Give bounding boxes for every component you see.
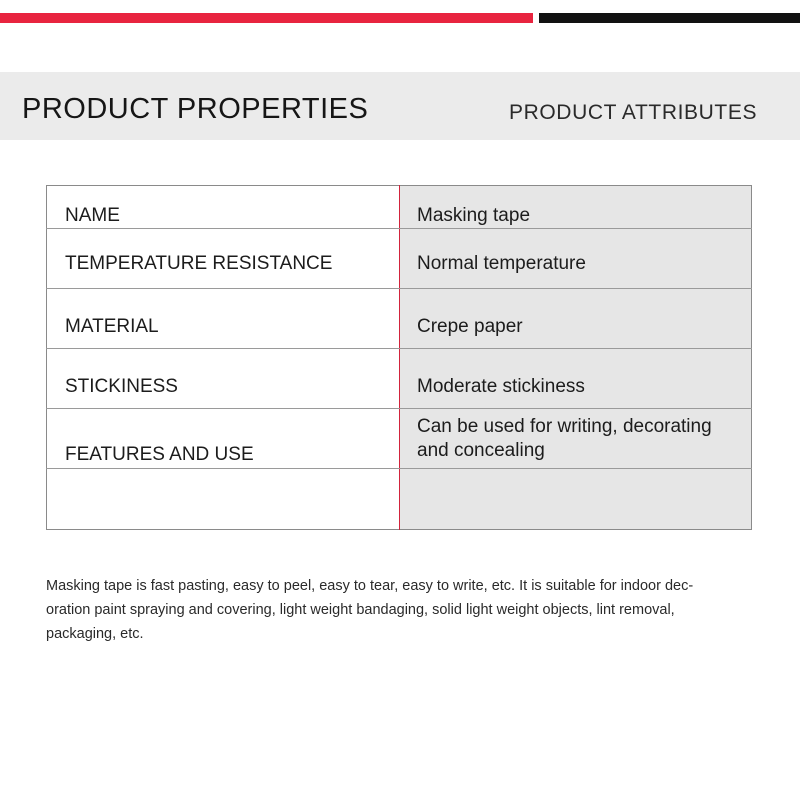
top-accent-bar-black [539,13,800,23]
property-label: MATERIAL [47,289,400,349]
property-value: Masking tape [400,186,752,229]
description-line: Masking tape is fast pasting, easy to peel, easy to tear, easy to write, etc. It is suitable for indoor dec- [46,578,694,594]
table-row [47,469,752,530]
properties-table [46,185,752,530]
top-accent-bar-red [0,13,533,23]
product-description [46,574,736,646]
table-row [47,409,752,469]
page-title: PRODUCT PROPERTIES [22,93,369,125]
property-value [400,469,752,530]
table-row [47,289,752,349]
description-line: oration paint spraying and covering, light weight bandaging, solid light weight objects, lint removal, [46,602,675,618]
page-subtitle: PRODUCT ATTRIBUTES [509,101,758,124]
property-value: Can be used for writing, decorating and concealing [400,409,752,469]
property-value: Moderate stickiness [400,349,752,409]
property-value: Normal temperature [400,229,752,289]
table-row [47,186,752,229]
table-row [47,349,752,409]
property-label [47,469,400,530]
table-row [47,229,752,289]
property-value: Crepe paper [400,289,752,349]
property-label: STICKINESS [47,349,400,409]
property-label: NAME [47,186,400,229]
property-label: TEMPERATURE RESISTANCE [47,229,400,289]
property-label: FEATURES AND USE [47,409,400,469]
description-line: packaging, etc. [46,626,144,642]
